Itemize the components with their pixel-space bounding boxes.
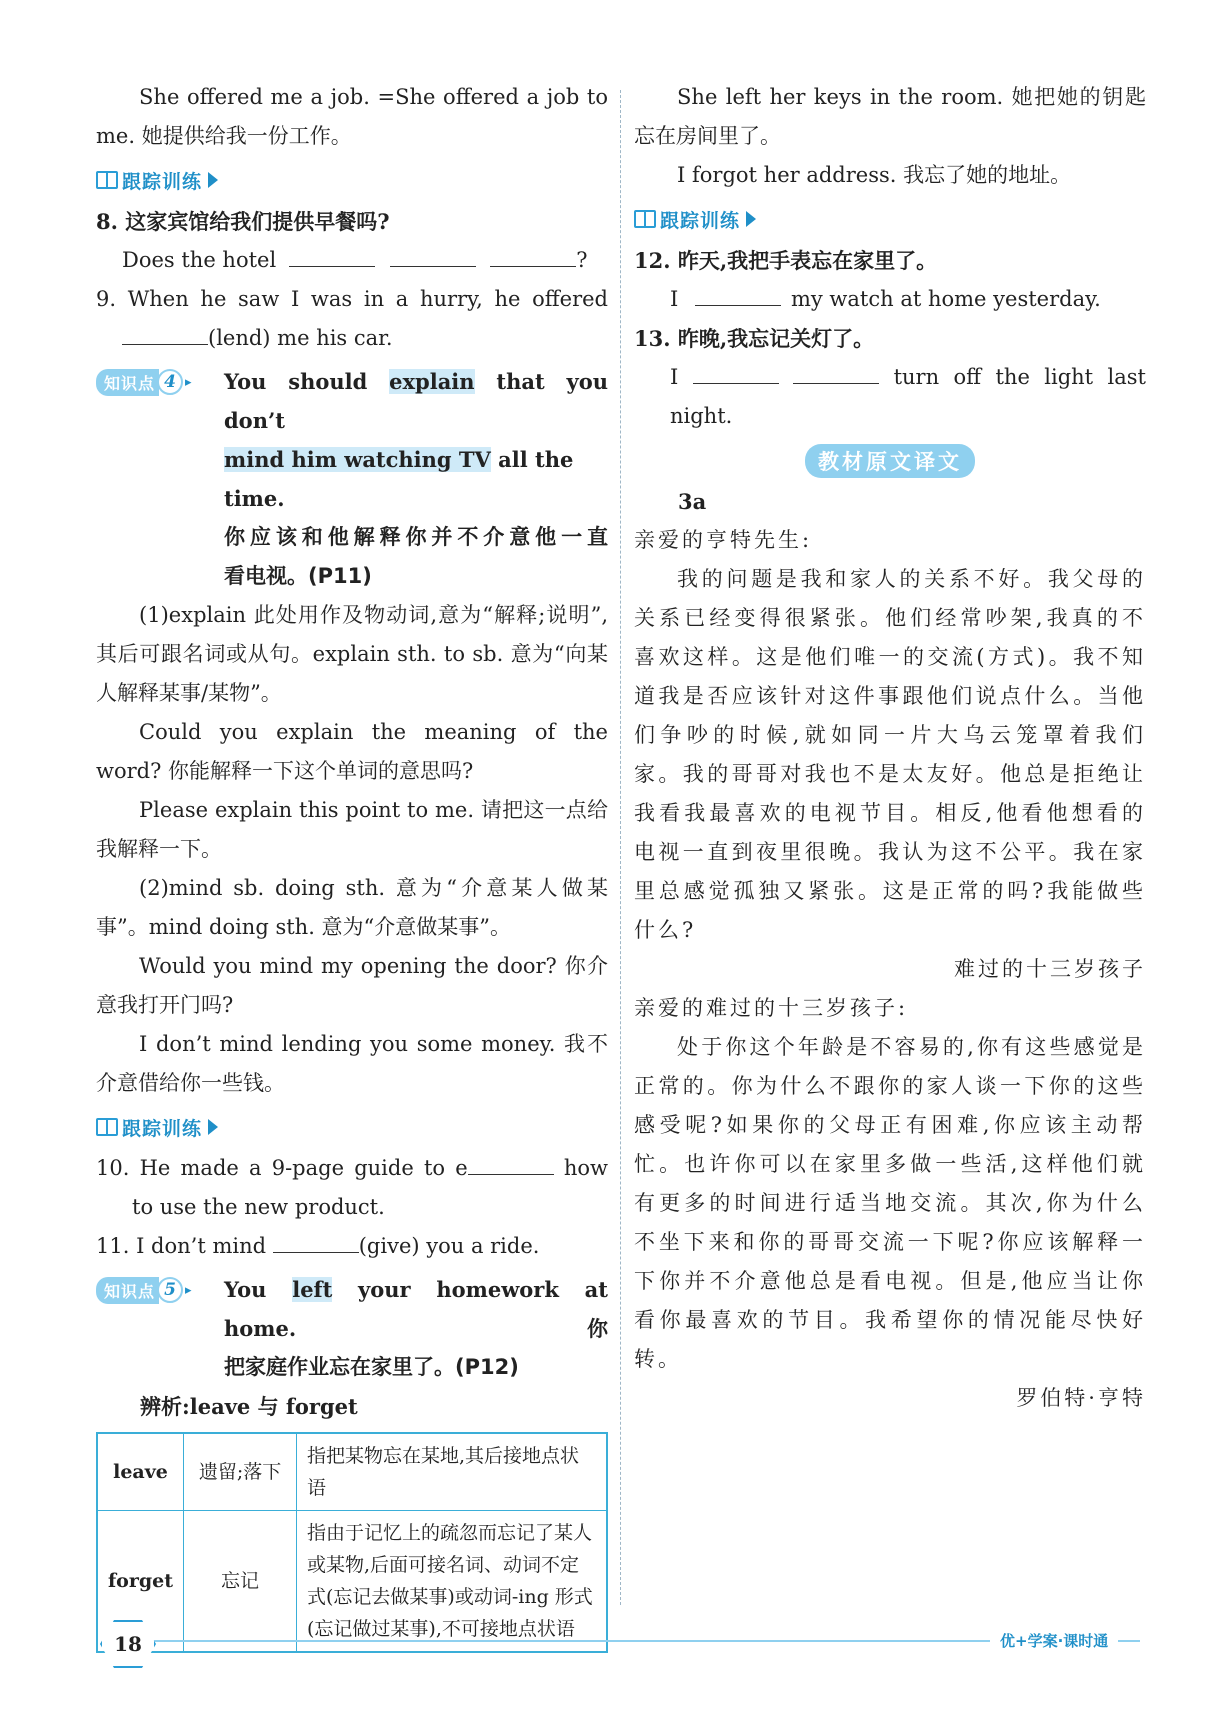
knowledge-point-badge [96, 1276, 192, 1304]
question-11 [96, 1227, 608, 1266]
question-10 [96, 1149, 608, 1188]
table-usage: 指由于记忆上的疏忽而忘记了某人或某物,后面可接名词、动词不定式(忘记去做某事)或动词-ing 形式(忘记做过某事),不可接地点状语 [297, 1511, 607, 1653]
tracking-practice-header [634, 199, 1146, 239]
book-icon [96, 1118, 118, 1136]
leave-forget-table [96, 1432, 608, 1653]
double-arrow-icon: ▸ [185, 374, 192, 390]
column-divider [620, 90, 621, 1605]
answer-blank[interactable] [490, 244, 576, 267]
question-10-text: 10. He made a 9-page guide to e [96, 1156, 468, 1180]
table-meaning: 忘记 [184, 1511, 297, 1653]
right-column [634, 78, 1146, 1418]
reply-body: 处于你这个年龄是不容易的,你有这些感觉是正常的。你为什么不跟你的家人谈一下你的这些感受呢?如果你的父母正有困难,你应该主动帮忙。也许你可以在家里多做一些活,这样他们就有更多的时间进行适当地交流。其次,你为什么不坐下来和你的哥哥交流一下呢?你应该解释一下你并不介意他总是看电视。但是,他应当让你看你最喜欢的节目。我希望你的情况能尽快好转。 [634, 1035, 1146, 1371]
kp5-highlight: left [292, 1277, 333, 1302]
answer-blank[interactable] [122, 322, 208, 345]
kp5-sentence-line1 [224, 1270, 608, 1348]
question-13-text: I [670, 365, 679, 389]
example-sentence: She left her keys in the room. 她把她的钥匙忘在房间里了。 [634, 85, 1146, 148]
question-9: 9. When he saw I was in a hurry, he offered [96, 287, 608, 311]
kp4-text: that you don’t [224, 369, 608, 433]
example-sentence: I forgot her address. 我忘了她的地址。 [677, 163, 1072, 187]
question-9-line2 [96, 319, 608, 358]
question-12-prompt [634, 280, 1146, 319]
explanation-1: (1)explain 此处用作及物动词,意为“解释;说明”,其后可跟名词或从句。explain sth. to sb. 意为“向某人解释某事/某物”。 [96, 603, 608, 705]
arrow-right-icon [208, 1119, 218, 1135]
kp4-translation-line2: 看电视。(P11) [224, 564, 372, 588]
arrow-right-icon [746, 211, 756, 227]
kp4-text: You should [224, 369, 390, 394]
question-8-prompt [96, 241, 608, 280]
table-usage: 指把某物忘在某地,其后接地点状语 [297, 1433, 607, 1511]
kp4-sentence-line1 [224, 362, 608, 440]
answer-blank[interactable] [693, 361, 779, 384]
question-10-line2: to use the new product. [132, 1195, 385, 1219]
tracking-practice-header [96, 1107, 608, 1147]
answer-blank[interactable] [390, 244, 476, 267]
reply-signature: 罗伯特·亨特 [1016, 1386, 1146, 1410]
section-label-3a: 3a [678, 489, 707, 514]
knowledge-point-number: 4 [157, 369, 183, 395]
kp4-highlight: mind him watching TV [224, 447, 491, 472]
book-icon [634, 210, 656, 228]
textbook-translation-banner: 教材原文译文 [805, 444, 975, 478]
question-11-text: (give) you a ride. [358, 1234, 540, 1258]
question-13-prompt [634, 358, 1146, 397]
comparison-heading: 辨析:leave 与 forget [140, 1394, 358, 1419]
kp5-text: You [224, 1277, 293, 1302]
explanation-3: Please explain this point to me. 请把这一点给我解释一下。 [96, 798, 608, 861]
question-8-text: Does the hotel [122, 248, 277, 272]
letter-salutation: 亲爱的亨特先生: [634, 528, 813, 552]
tracking-practice-header [96, 160, 608, 200]
question-13: 13. 昨晚,我忘记关灯了。 [634, 326, 875, 351]
letter-body: 我的问题是我和家人的关系不好。我父母的关系已经变得很紧张。他们经常吵架,我真的不喜欢这样。这是他们唯一的交流(方式)。我不知道我是否应该针对这件事跟他们说点什么。当他们争吵的时候,就如同一片大乌云笼罩着我们家。我的哥哥对我也不是太友好。他总是拒绝让我看我最喜欢的电视节目。相反,他看他想看的电视一直到夜里很晚。我认为这不公平。我在家里总感觉孤独又紧张。这是正常的吗?我能做些什么? [634, 567, 1146, 942]
table-word: forget [97, 1511, 184, 1653]
kp4-sentence-line2 [224, 440, 608, 518]
brand-logo: 优+学案·课时通 [990, 1630, 1118, 1654]
knowledge-point-4 [96, 362, 608, 596]
kp4-highlight: explain [389, 369, 475, 394]
tracking-practice-title: 跟踪训练 [122, 1117, 203, 1140]
question-10-text: how [563, 1156, 608, 1180]
table-row [97, 1433, 607, 1511]
reply-salutation: 亲爱的难过的十三岁孩子: [634, 996, 909, 1020]
explanation-4: (2)mind sb. doing sth. 意为“介意某人做某事”。mind doing sth. 意为“介意做某事”。 [96, 876, 608, 939]
question-12-text: I [670, 287, 679, 311]
table-meaning: 遗留;落下 [184, 1433, 297, 1511]
knowledge-point-5 [96, 1270, 608, 1387]
left-column [96, 78, 608, 1653]
question-13-text: turn off the light last [893, 365, 1146, 389]
answer-blank[interactable] [273, 1230, 359, 1253]
kp4-text: all the time. [224, 447, 574, 511]
letter-signature: 难过的十三岁孩子 [954, 957, 1146, 981]
tracking-practice-title: 跟踪训练 [122, 170, 203, 193]
question-12: 12. 昨天,我把手表忘在家里了。 [634, 248, 938, 273]
kp5-text: your homework at home. 你 [224, 1277, 608, 1341]
question-13-line2: night. [670, 404, 733, 428]
knowledge-point-number: 5 [157, 1277, 183, 1303]
double-arrow-icon: ▸ [185, 1282, 192, 1298]
question-mark: ? [576, 248, 588, 272]
book-icon [96, 171, 118, 189]
question-11-text: 11. I don’t mind [96, 1234, 267, 1258]
explanation-5: Would you mind my opening the door? 你介意我打开门吗? [96, 954, 608, 1017]
tracking-practice-title: 跟踪训练 [660, 209, 741, 232]
example-translation: me. 她提供给我一份工作。 [96, 124, 352, 148]
knowledge-point-label: 知识点 [96, 1277, 159, 1304]
page-number: 18 [114, 1632, 142, 1656]
kp5-translation: 把家庭作业忘在家里了。(P12) [224, 1355, 519, 1379]
example-sentence: She offered me a job. =She offered a job to [139, 85, 608, 109]
question-8: 8. 这家宾馆给我们提供早餐吗? [96, 209, 390, 234]
table-row [97, 1511, 607, 1653]
knowledge-point-badge [96, 368, 192, 396]
answer-blank[interactable] [289, 244, 375, 267]
answer-blank[interactable] [695, 283, 781, 306]
explanation-6: I don’t mind lending you some money. 我不介意借给你一些钱。 [96, 1032, 608, 1095]
answer-blank[interactable] [793, 361, 879, 384]
question-9-text: (lend) me his car. [208, 326, 393, 350]
explanation-2: Could you explain the meaning of the word? 你能解释一下这个单词的意思吗? [96, 720, 608, 783]
table-word: leave [97, 1433, 184, 1511]
knowledge-point-label: 知识点 [96, 369, 159, 396]
kp4-translation-line1: 你应该和他解释你并不介意他一直 [224, 525, 608, 549]
answer-blank[interactable] [468, 1152, 554, 1175]
arrow-right-icon [208, 172, 218, 188]
question-12-text: my watch at home yesterday. [790, 287, 1101, 311]
